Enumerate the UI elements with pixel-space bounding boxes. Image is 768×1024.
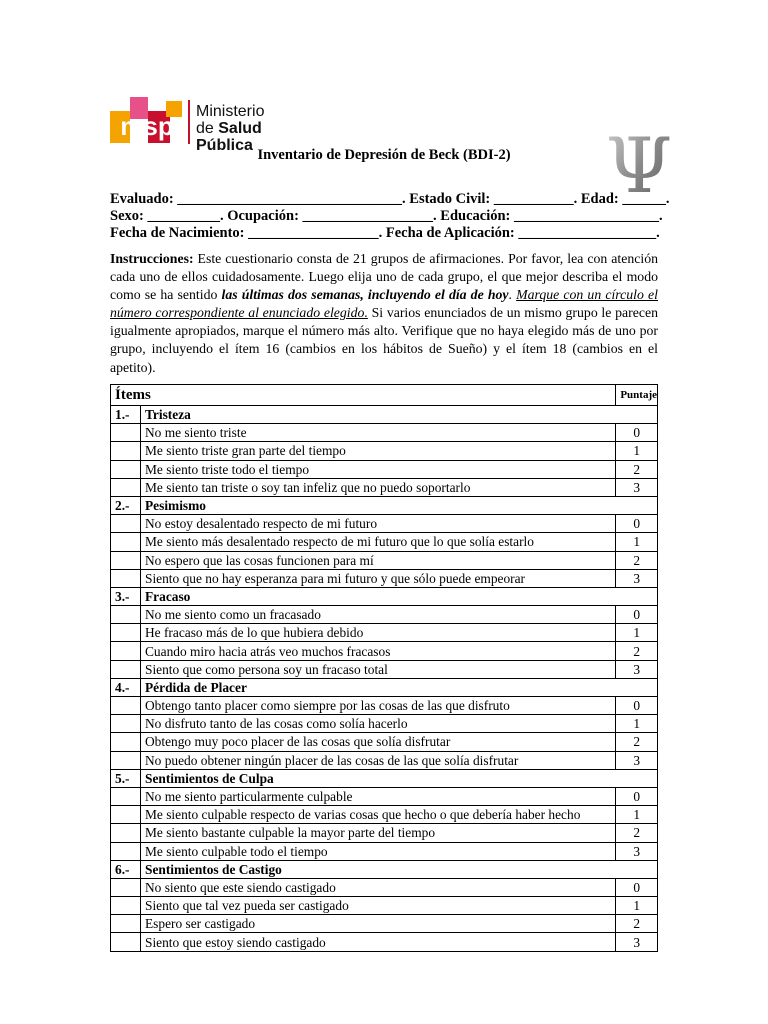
option-text: No disfruto tanto de las cosas como solía hacerlo bbox=[141, 715, 616, 733]
category-number: 3.- bbox=[111, 587, 141, 605]
option-row bbox=[111, 897, 658, 915]
option-spacer bbox=[111, 442, 141, 460]
option-spacer bbox=[111, 424, 141, 442]
option-row bbox=[111, 460, 658, 478]
option-score[interactable]: 2 bbox=[616, 642, 658, 660]
option-spacer bbox=[111, 624, 141, 642]
option-row bbox=[111, 424, 658, 442]
option-score[interactable]: 2 bbox=[616, 824, 658, 842]
items-header: Ítems bbox=[111, 385, 616, 406]
logo-divider bbox=[188, 100, 190, 144]
option-row bbox=[111, 515, 658, 533]
category-row bbox=[111, 769, 658, 787]
logo-initials: msp bbox=[120, 111, 174, 141]
table-header-row bbox=[111, 385, 658, 406]
category-number: 2.- bbox=[111, 496, 141, 514]
option-spacer bbox=[111, 878, 141, 896]
items-table-body bbox=[111, 385, 658, 952]
option-score[interactable]: 2 bbox=[616, 915, 658, 933]
psi-glyph: Ψ bbox=[605, 128, 673, 198]
option-row bbox=[111, 624, 658, 642]
category-row bbox=[111, 587, 658, 605]
option-score[interactable]: 2 bbox=[616, 551, 658, 569]
instructions-emphasis: las últimas dos semanas, incluyendo el día de hoy bbox=[221, 287, 509, 303]
option-score[interactable]: 3 bbox=[616, 569, 658, 587]
option-row bbox=[111, 715, 658, 733]
option-text: Cuando miro hacia atrás veo muchos fracasos bbox=[141, 642, 616, 660]
option-spacer bbox=[111, 660, 141, 678]
option-spacer bbox=[111, 806, 141, 824]
option-row bbox=[111, 660, 658, 678]
option-text: Obtengo tanto placer como siempre por las cosas de las que disfruto bbox=[141, 697, 616, 715]
option-text: Me siento triste todo el tiempo bbox=[141, 460, 616, 478]
option-score[interactable]: 3 bbox=[616, 933, 658, 951]
option-spacer bbox=[111, 460, 141, 478]
category-title: Sentimientos de Culpa bbox=[141, 769, 658, 787]
category-number: 4.- bbox=[111, 678, 141, 696]
sex-field-line: Sexo: __________. Ocupación: __________________. Educación: ____________________. bbox=[110, 208, 663, 224]
option-text: Me siento bastante culpable la mayor parte del tiempo bbox=[141, 824, 616, 842]
option-score[interactable]: 0 bbox=[616, 424, 658, 442]
option-spacer bbox=[111, 606, 141, 624]
ministry-line1: Ministerio bbox=[196, 103, 265, 120]
option-text: Obtengo muy poco placer de las cosas que solía disfrutar bbox=[141, 733, 616, 751]
option-score[interactable]: 1 bbox=[616, 533, 658, 551]
option-text: No puedo obtener ningún placer de las cosas de las que solía disfrutar bbox=[141, 751, 616, 769]
category-title: Tristeza bbox=[141, 406, 658, 424]
option-spacer bbox=[111, 915, 141, 933]
option-text: No me siento particularmente culpable bbox=[141, 787, 616, 805]
option-text: No me siento como un fracasado bbox=[141, 606, 616, 624]
category-title: Pérdida de Placer bbox=[141, 678, 658, 696]
option-score[interactable]: 0 bbox=[616, 606, 658, 624]
option-spacer bbox=[111, 533, 141, 551]
option-score[interactable]: 1 bbox=[616, 897, 658, 915]
option-text: Me siento triste gran parte del tiempo bbox=[141, 442, 616, 460]
option-score[interactable]: 0 bbox=[616, 515, 658, 533]
option-score[interactable]: 1 bbox=[616, 442, 658, 460]
option-text: Siento que estoy siendo castigado bbox=[141, 933, 616, 951]
option-spacer bbox=[111, 697, 141, 715]
instructions-paragraph: Instrucciones: Este cuestionario consta de 21 grupos de afirmaciones. Por favor, lea con atención cada uno de ellos cuidadosamente. Luego elija uno de cada grupo, el que mejor describa el modo como se ha sentido las últimas dos semanas, incluyendo el día de hoy. Marque con un círculo el número correspondiente al enunciado elegido. Si varios enunciados de un mismo grupo le parecen igualmente apropiados, marque el número más alto. Verifique que no haya elegido más de uno por grupo, incluyendo el ítem 16 (cambios en los hábitos de Sueño) y el ítem 18 (cambios en el apetito). bbox=[110, 251, 658, 375]
ministry-line2: de Salud Pública bbox=[196, 120, 262, 154]
category-title: Fracaso bbox=[141, 587, 658, 605]
option-spacer bbox=[111, 824, 141, 842]
option-text: Me siento culpable respecto de varias cosas que hecho o que debería haber hecho bbox=[141, 806, 616, 824]
instructions-underlined: Marque con un círculo el número correspondiente al enunciado elegido. bbox=[110, 287, 658, 321]
option-row bbox=[111, 933, 658, 951]
option-score[interactable]: 0 bbox=[616, 697, 658, 715]
option-score[interactable]: 0 bbox=[616, 878, 658, 896]
option-score[interactable]: 3 bbox=[616, 478, 658, 496]
option-score[interactable]: 2 bbox=[616, 460, 658, 478]
evaluated-field-line: Evaluado: _______________________________. Estado Civil: ___________. Edad: ______. bbox=[110, 191, 670, 207]
option-row bbox=[111, 569, 658, 587]
option-text: Me siento más desalentado respecto de mi futuro que lo que solía estarlo bbox=[141, 533, 616, 551]
option-score[interactable]: 1 bbox=[616, 806, 658, 824]
option-spacer bbox=[111, 551, 141, 569]
option-score[interactable]: 0 bbox=[616, 787, 658, 805]
items-table bbox=[110, 384, 658, 952]
option-row bbox=[111, 606, 658, 624]
option-spacer bbox=[111, 515, 141, 533]
option-score[interactable]: 3 bbox=[616, 751, 658, 769]
option-row bbox=[111, 551, 658, 569]
score-header: Puntaje bbox=[616, 385, 658, 406]
option-text: No estoy desalentado respecto de mi futuro bbox=[141, 515, 616, 533]
option-row bbox=[111, 733, 658, 751]
instructions-label: Instrucciones: bbox=[110, 251, 194, 266]
category-row bbox=[111, 678, 658, 696]
option-spacer bbox=[111, 642, 141, 660]
option-spacer bbox=[111, 478, 141, 496]
option-text: No espero que las cosas funcionen para mí bbox=[141, 551, 616, 569]
option-row bbox=[111, 915, 658, 933]
option-score[interactable]: 3 bbox=[616, 660, 658, 678]
option-text: He fracaso más de lo que hubiera debido bbox=[141, 624, 616, 642]
document-title: Inventario de Depresión de Beck (BDI-2) bbox=[257, 147, 511, 163]
option-text: Siento que como persona soy un fracaso total bbox=[141, 660, 616, 678]
option-row bbox=[111, 642, 658, 660]
option-row bbox=[111, 806, 658, 824]
msp-logo-icon bbox=[110, 97, 184, 149]
option-spacer bbox=[111, 569, 141, 587]
ministry-logo bbox=[110, 97, 320, 154]
option-row bbox=[111, 478, 658, 496]
option-text: No me siento triste bbox=[141, 424, 616, 442]
option-spacer bbox=[111, 933, 141, 951]
option-text: Siento que tal vez pueda ser castigado bbox=[141, 897, 616, 915]
category-row bbox=[111, 860, 658, 878]
option-spacer bbox=[111, 751, 141, 769]
option-row bbox=[111, 533, 658, 551]
dates-field-line: Fecha de Nacimiento: __________________. Fecha de Aplicación: ___________________. bbox=[110, 225, 660, 241]
option-row bbox=[111, 878, 658, 896]
option-spacer bbox=[111, 715, 141, 733]
option-score[interactable]: 1 bbox=[616, 624, 658, 642]
option-score[interactable]: 3 bbox=[616, 842, 658, 860]
option-text: Me siento tan triste o soy tan infeliz que no puedo soportarlo bbox=[141, 478, 616, 496]
category-title: Pesimismo bbox=[141, 496, 658, 514]
option-row bbox=[111, 751, 658, 769]
option-score[interactable]: 2 bbox=[616, 733, 658, 751]
option-row bbox=[111, 787, 658, 805]
ministry-line2-bold: Salud Pública bbox=[196, 120, 262, 154]
option-row bbox=[111, 697, 658, 715]
category-row bbox=[111, 406, 658, 424]
option-row bbox=[111, 442, 658, 460]
option-text: No siento que este siendo castigado bbox=[141, 878, 616, 896]
category-title: Sentimientos de Castigo bbox=[141, 860, 658, 878]
option-row bbox=[111, 842, 658, 860]
category-number: 1.- bbox=[111, 406, 141, 424]
category-row bbox=[111, 496, 658, 514]
option-spacer bbox=[111, 787, 141, 805]
option-text: Siento que no hay esperanza para mi futuro y que sólo puede empeorar bbox=[141, 569, 616, 587]
category-number: 6.- bbox=[111, 860, 141, 878]
option-spacer bbox=[111, 842, 141, 860]
option-text: Espero ser castigado bbox=[141, 915, 616, 933]
option-spacer bbox=[111, 897, 141, 915]
option-spacer bbox=[111, 733, 141, 751]
category-number: 5.- bbox=[111, 769, 141, 787]
option-row bbox=[111, 824, 658, 842]
option-text: Me siento culpable todo el tiempo bbox=[141, 842, 616, 860]
option-score[interactable]: 1 bbox=[616, 715, 658, 733]
